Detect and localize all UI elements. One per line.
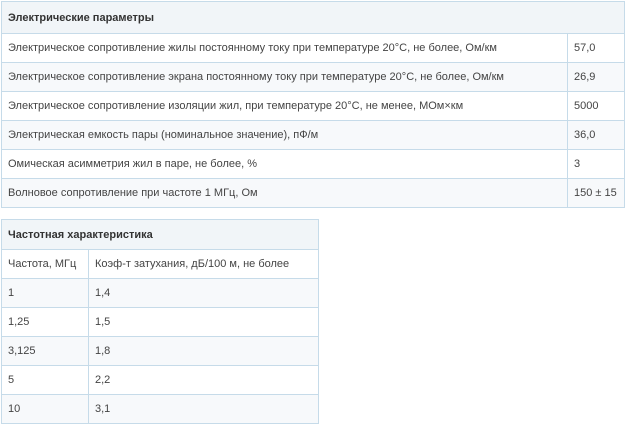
frequency-value: 1,25 bbox=[2, 308, 89, 337]
table-row bbox=[2, 308, 319, 337]
parameter-value: 36,0 bbox=[568, 121, 625, 150]
parameter-label: Электрическая емкость пары (номинальное значение), пФ/м bbox=[2, 121, 568, 150]
frequency-value: 1 bbox=[2, 279, 89, 308]
frequency-value: 3,125 bbox=[2, 337, 89, 366]
parameter-value: 57,0 bbox=[568, 34, 625, 63]
attenuation-value: 1,5 bbox=[89, 308, 319, 337]
table-row bbox=[2, 63, 625, 92]
attenuation-value: 3,1 bbox=[89, 395, 319, 424]
parameter-label: Электрическое сопротивление экрана постоянному току при температуре 20°С, не более, Ом/км bbox=[2, 63, 568, 92]
table-row bbox=[2, 92, 625, 121]
table-row bbox=[2, 34, 625, 63]
frequency-characteristic-title: Частотная характеристика bbox=[2, 220, 319, 250]
table-row bbox=[2, 337, 319, 366]
column-header-frequency: Частота, МГц bbox=[2, 250, 89, 279]
parameter-value: 26,9 bbox=[568, 63, 625, 92]
frequency-value: 10 bbox=[2, 395, 89, 424]
attenuation-value: 2,2 bbox=[89, 366, 319, 395]
parameter-label: Омическая асимметрия жил в паре, не более, % bbox=[2, 150, 568, 179]
table-row bbox=[2, 179, 625, 208]
table-row bbox=[2, 150, 625, 179]
table-row bbox=[2, 395, 319, 424]
table-row bbox=[2, 121, 625, 150]
frequency-characteristic-table bbox=[1, 219, 319, 424]
electrical-parameters-table bbox=[1, 1, 625, 208]
attenuation-value: 1,4 bbox=[89, 279, 319, 308]
parameter-label: Волновое сопротивление при частоте 1 МГц, Ом bbox=[2, 179, 568, 208]
column-header-attenuation: Коэф-т затухания, дБ/100 м, не более bbox=[89, 250, 319, 279]
attenuation-value: 1,8 bbox=[89, 337, 319, 366]
table-row bbox=[2, 366, 319, 395]
column-header-row bbox=[2, 250, 319, 279]
parameter-label: Электрическое сопротивление жилы постоянному току при температуре 20°С, не более, Ом/км bbox=[2, 34, 568, 63]
parameter-label: Электрическое сопротивление изоляции жил, при температуре 20°С, не менее, МОм×км bbox=[2, 92, 568, 121]
electrical-parameters-title: Электрические параметры bbox=[2, 2, 625, 34]
parameter-value: 150 ± 15 bbox=[568, 179, 625, 208]
parameter-value: 3 bbox=[568, 150, 625, 179]
table-row bbox=[2, 279, 319, 308]
frequency-value: 5 bbox=[2, 366, 89, 395]
parameter-value: 5000 bbox=[568, 92, 625, 121]
